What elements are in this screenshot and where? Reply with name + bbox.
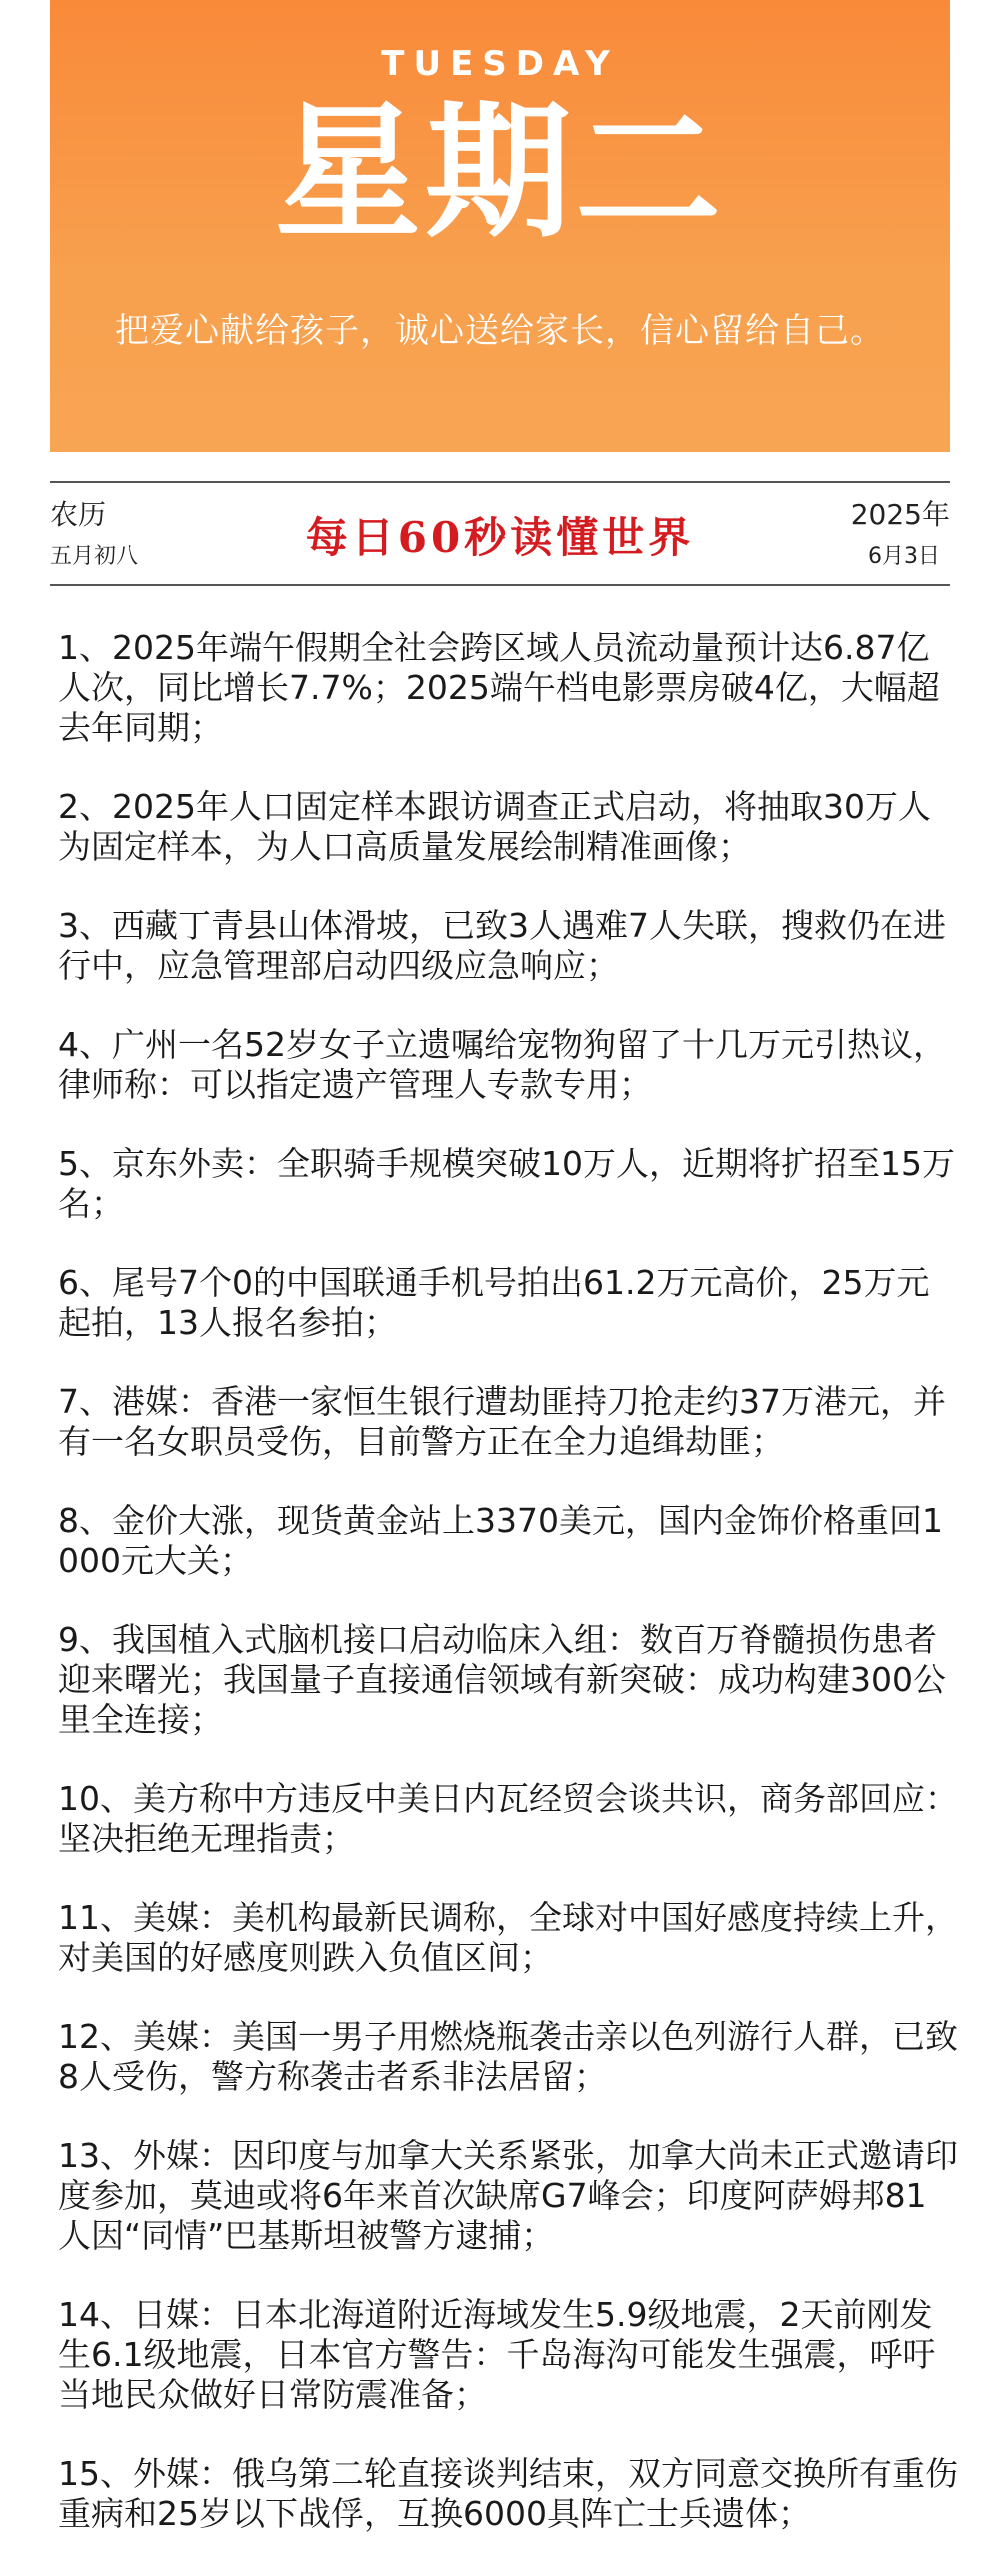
weekday-chinese: 星期二 — [275, 87, 725, 258]
news-item-4: 4、广州一名52岁女子立遗嘱给宠物狗留了十几万元引热议，律师称：可以指定遗产管理人专款专用； — [58, 1025, 946, 1104]
news-item-13: 13、外媒：因印度与加拿大关系紧张，加拿大尚未正式邀请印度参加，莫迪或将6年来首次缺席G7峰会；印度阿萨姆邦81人因“同情”巴基斯坦被警方逮捕； — [58, 2136, 958, 2255]
news-item-10: 10、美方称中方违反中美日内瓦经贸会谈共识，商务部回应：坚决拒绝无理指责； — [58, 1779, 958, 1858]
news-item-5: 5、京东外卖：全职骑手规模突破10万人，近期将扩招至15万名； — [58, 1144, 955, 1223]
year-label: 2025年 — [850, 498, 950, 531]
news-item-11: 11、美媒：美机构最新民调称，全球对中国好感度持续上升，对美国的好感度则跌入负值区间； — [58, 1898, 958, 1977]
header-banner — [50, 0, 950, 452]
news-item-14: 14、日媒：日本北海道附近海域发生5.9级地震，2天前刚发生6.1级地震，日本官方警告：千岛海沟可能发生强震，呼吁当地民众做好日常防震准备； — [58, 2295, 936, 2414]
motto: 把爱心献给孩子，诚心送给家长，信心留给自己。 — [115, 311, 885, 351]
news-item-12: 12、美媒：美国一男子用燃烧瓶袭击亲以色列游行人群，已致8人受伤，警方称袭击者系非法居留； — [58, 2017, 958, 2096]
masthead-title: 每日60秒读懂世界 — [305, 513, 695, 562]
news-item-1: 1、2025年端午假期全社会跨区域人员流动量预计达6.87亿人次，同比增长7.7%；2025端午档电影票房破4亿，大幅超去年同期； — [58, 628, 940, 747]
news-item-9: 9、我国植入式脑机接口启动临床入组：数百万脊髓损伤患者迎来曙光；我国量子直接通信领域有新突破：成功构建300公里全连接； — [58, 1620, 946, 1739]
weekday-english: TUESDAY — [381, 44, 619, 84]
news-item-2: 2、2025年人口固定样本跟访调查正式启动，将抽取30万人为固定样本，为人口高质量发展绘制精准画像； — [58, 787, 931, 866]
dateline-bar — [50, 481, 950, 586]
news-item-6: 6、尾号7个0的中国联通手机号拍出61.2万元高价，25万元起拍，13人报名参拍； — [58, 1263, 930, 1342]
news-item-3: 3、西藏丁青县山体滑坡，已致3人遇难7人失联，搜救仍在进行中，应急管理部启动四级应急响应； — [58, 906, 946, 985]
news-item-7: 7、港媒：香港一家恒生银行遭劫匪持刀抢走约37万港元，并有一名女职员受伤，目前警方正在全力追缉劫匪； — [58, 1382, 946, 1461]
date-label: 6月3日 — [868, 544, 940, 569]
lunar-label: 农历 — [50, 498, 107, 531]
lunar-date: 五月初八 — [50, 544, 139, 569]
news-item-15: 15、外媒：俄乌第二轮直接谈判结束，双方同意交换所有重伤重病和25岁以下战俘，互换6000具阵亡士兵遗体； — [58, 2454, 958, 2533]
news-item-8: 8、金价大涨，现货黄金站上3370美元，国内金饰价格重回1000元大关； — [58, 1501, 943, 1580]
news-list — [58, 628, 958, 2573]
